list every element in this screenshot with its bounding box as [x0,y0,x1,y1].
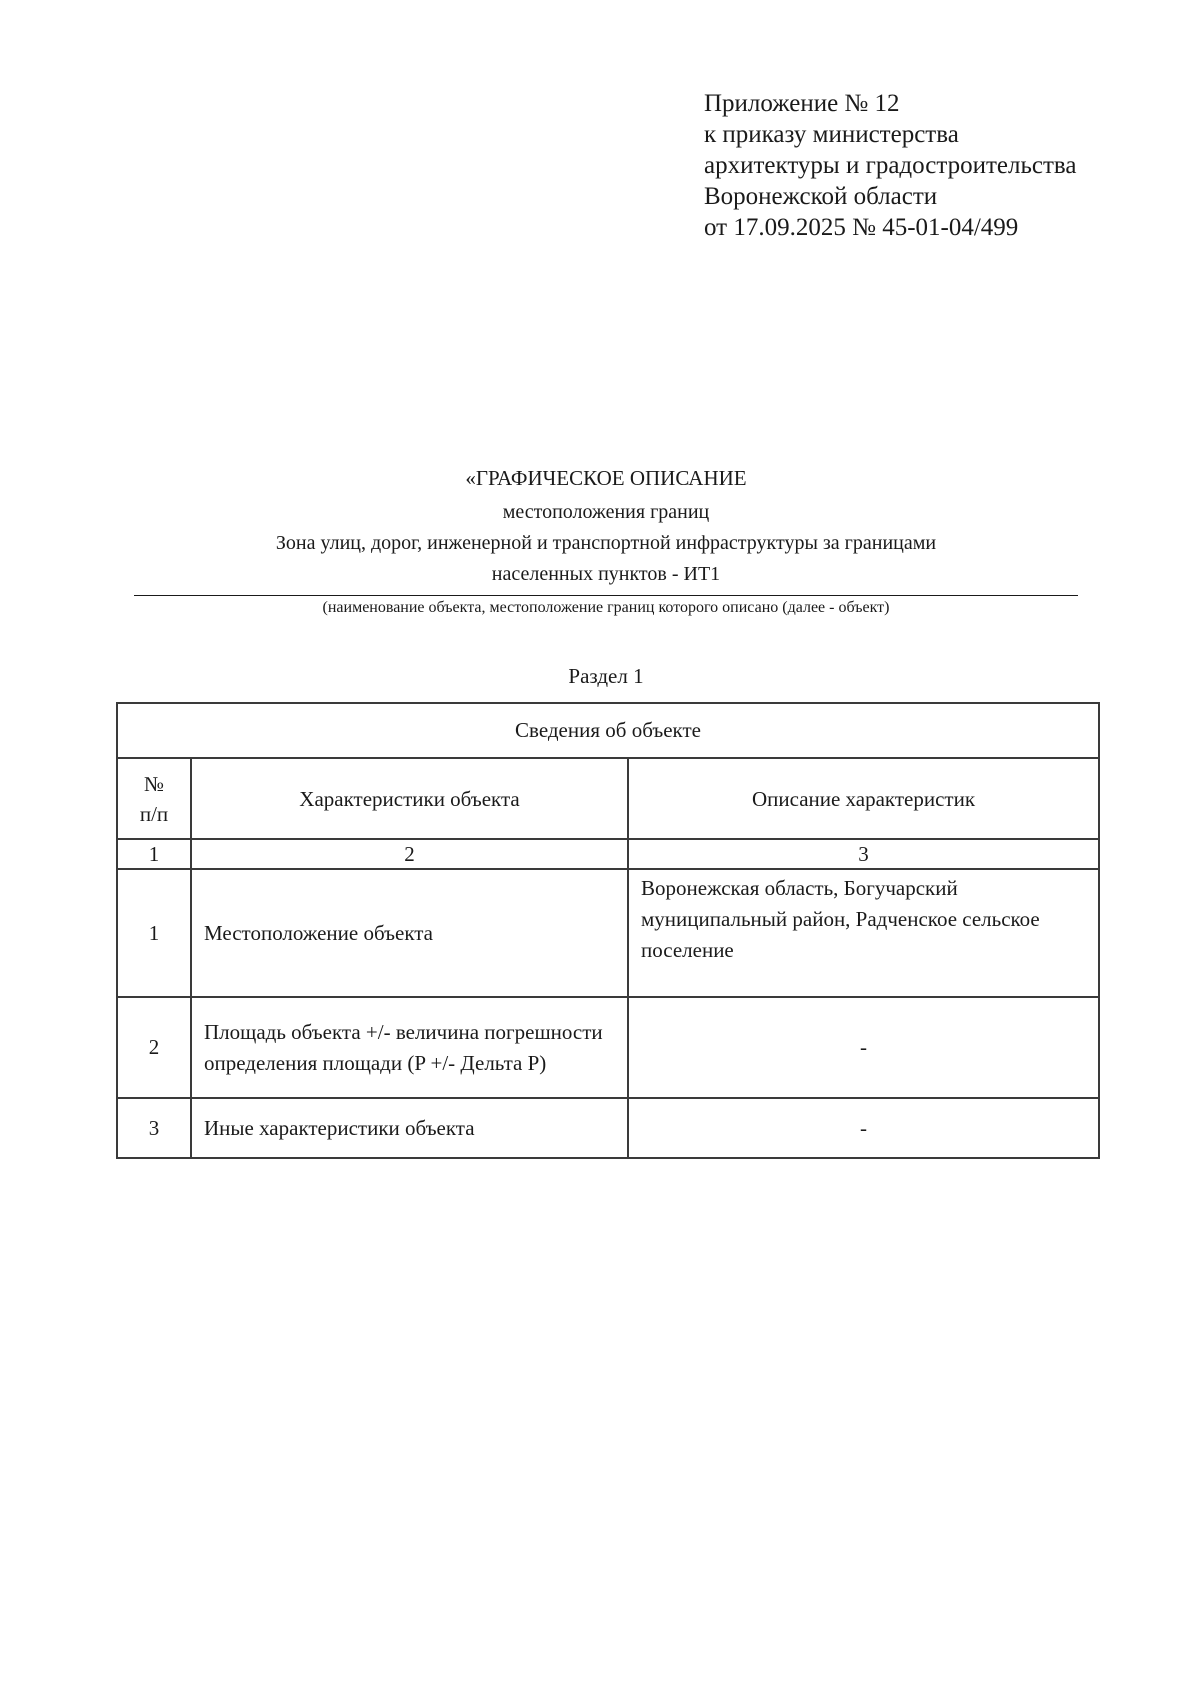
row-characteristic: Иные характеристики объекта [191,1098,628,1158]
column-numbers-row [117,839,1099,869]
row-description: Воронежская область, Богучарский муниципальный район, Радченское сельское поселение [628,869,1099,997]
table-row [117,869,1099,997]
appendix-reference [704,88,1174,243]
section-label: Раздел 1 [568,664,644,688]
document-title: «ГРАФИЧЕСКОЕ ОПИСАНИЕ [465,466,747,490]
document-title-block [134,463,1078,619]
object-name-line-1: Зона улиц, дорог, инженерной и транспортной инфраструктуры за границами [275,532,937,554]
object-name-line-2: населенных пунктов - ИТ1 [491,563,721,585]
appendix-line: Приложение № 12 [704,90,900,117]
row-number: 2 [117,997,191,1098]
row-number: 3 [117,1098,191,1158]
column-header-description: Описание характеристик [628,758,1099,839]
table-header: Сведения об объекте [117,703,1099,758]
table-row [117,997,1099,1098]
appendix-line: к приказу министерства [704,121,959,148]
appendix-line: Воронежской области [704,183,938,210]
column-header-characteristic: Характеристики объекта [191,758,628,839]
row-characteristic: Местоположение объекта [191,869,628,997]
appendix-line: от 17.09.2025 № 45-01-04/499 [704,214,1019,241]
column-headers-row [117,758,1099,839]
column-number: 2 [191,839,628,869]
row-characteristic: Площадь объекта +/- величина погрешности определения площади (P +/- Дельта P) [191,997,628,1098]
row-description: - [628,1098,1099,1158]
column-number: 1 [117,839,191,869]
column-number: 3 [628,839,1099,869]
object-name-caption: (наименование объекта, местоположение границ которого описано (далее - объект) [322,599,890,616]
appendix-line: архитектуры и градостроительства [704,152,1077,179]
row-number: 1 [117,869,191,997]
object-info-table [116,702,1100,1159]
row-description: - [628,997,1099,1098]
document-subtitle: местоположения границ [502,501,710,523]
table-row [117,1098,1099,1158]
column-header-number [117,758,191,839]
table-header-row [117,703,1099,758]
column-header-number-label: № п/п [139,771,169,826]
underline-divider [134,595,1078,596]
